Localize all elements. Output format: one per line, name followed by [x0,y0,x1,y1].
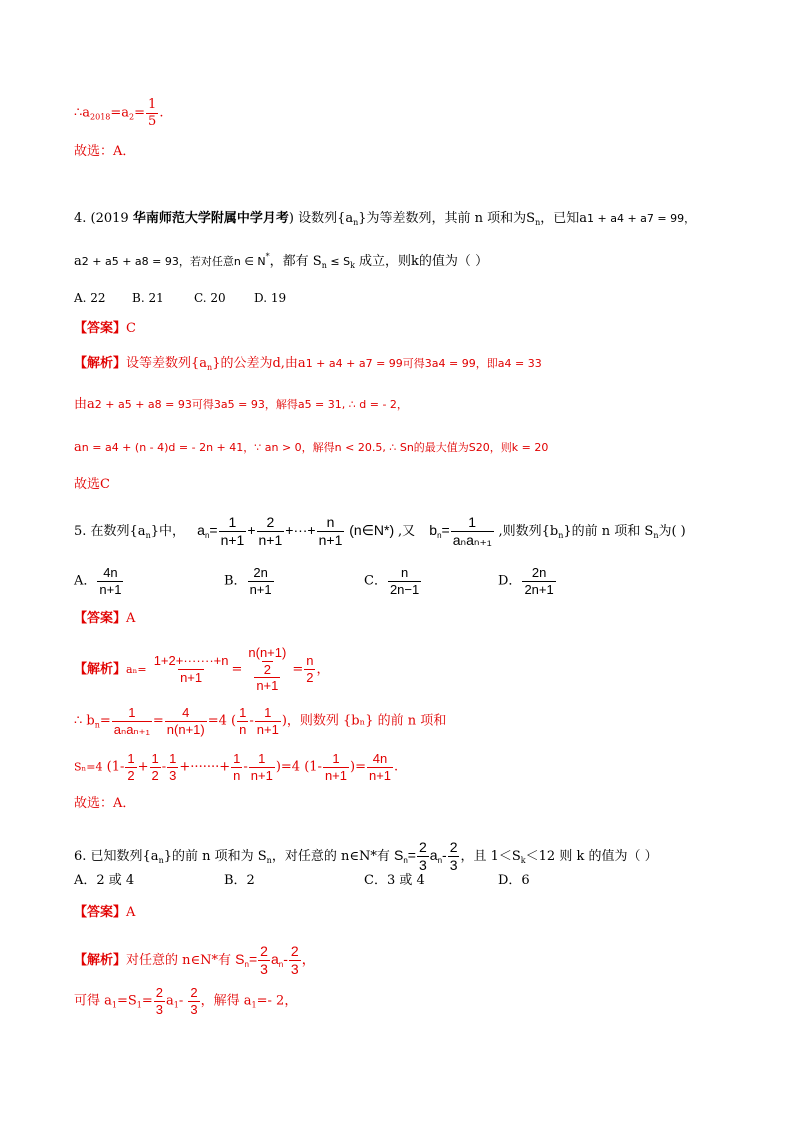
q4-analysis-line2: 由a2 + a5 + a8 = 93可得3a5 = 93，解得a5 = 31, ∴ d = - 2， [74,397,408,412]
q6-sn-formula: $S_n=$ $\frac{2}{3}$ $a_n-$ $\frac{2}{3}$ [393,839,458,873]
q4-analysis-line3: an = a4 + (n - 4)d = - 2n + 41，∵ an > 0，解得n < 20.5, ∴ Sn的最大值为S20，则k = 20 [74,440,549,455]
q4-option-d[interactable]: D. 19 [254,291,287,305]
q6-option-c[interactable]: C．3 或 4 [364,873,425,888]
q5-option-c[interactable]: C． $\frac{n}{2n-1}$ [364,565,420,597]
fraction: $\frac{1}{5}$ [148,97,157,129]
therefore-line: $\therefore a_{2018}=a_2=$ $\frac{1}{5}$ . [74,97,164,129]
q4-options [74,292,286,304]
q5-option-b[interactable]: B． $\frac{2n}{n+1}$ [224,565,272,597]
q4-stem-line1: 4. (2019 华南师范大学附属中学月考) 设数列$\{a_n\}$为等差数列，其前 n 项和为$S_n$，已知a1 + a4 + a7 = 99， [74,211,696,227]
q5-option-d[interactable]: D． $\frac{2n}{2n+1}$ [498,565,554,597]
q6-option-d[interactable]: D．6 [498,873,530,888]
q4-source: 华南师范大学附属中学月考 [132,211,289,226]
q5-option-a[interactable]: A． $\frac{4n}{n+1}$ [74,565,122,597]
q5-analysis-line3: Sₙ=4 (1- $\frac{1}{2}$ + $\frac{1}{2}$ - $\frac{1}{3}$ +·······+ $\frac{1}{n}$ - $\frac{1}{n+1}$ )=4 (1- $\frac{1}{n+1}$ )= $\frac{4n}{n+1}$ . [74,751,399,783]
q5-analysis-line1: 【解析】aₙ= $\frac{1+2+\cdot\cdot\cdot\cdot\cdot\cdot\cdot+n}{n+1}$ = $\frac{\frac{n(n+1)}{2}}{n+1}$ = $\frac{n}{2}$ ， [74,645,330,694]
q6-analysis-line1: 【解析】对任意的 n∈N*有 $S_n=$ $\frac{2}{3}$ $a_n-$ $\frac{2}{3}$ ， [74,943,316,977]
q4-analysis-line1: 【解析】设等差数列$\{a_n\}$的公差为d,由a1 + a4 + a7 = 99可得3a4 = 99，即a4 = 33 [74,356,542,372]
q6-answer: 【答案】A [74,905,136,920]
choose-line: 故选：A． [74,144,136,159]
q4-answer: 【答案】C [74,321,136,336]
q6-option-b[interactable]: B．2 [224,873,255,888]
q6-analysis-sn-formula: $S_n=$ $\frac{2}{3}$ $a_n-$ $\frac{2}{3}$ ， [235,943,316,977]
q4-option-a[interactable]: A. 22 [74,291,106,305]
q6-options [74,874,530,887]
q5-options [74,566,557,596]
q5-stem: 5. 在数列$\{a_n\}$中， $a_n=$ $\frac{1}{n+1}$ + $\frac{2}{n+1}$ +···+ $\frac{n}{n+1}$ (n∈N*) ,又 $b_n=$ $\frac{1}{\text{aₙaₙ₊₁}}$ ,则数列$\{b_n\}$的前 n 项和 $S_n$为( ) [74,514,686,548]
q4-choose: 故选C [74,477,110,492]
q5-bn-formula: $b_n=$ $\frac{1}{\text{aₙaₙ₊₁}}$ [429,514,492,548]
q6-stem: 6. 已知数列$\{a_n\}$的前 n 项和为 $S_n$，对任意的 n∈N*有 $S_n=$ $\frac{2}{3}$ $a_n-$ $\frac{2}{3}$ ，且 $1<S_k<12$ 则 k 的值为（ ） [74,839,658,873]
q4-stem-line2: a2 + a5 + a8 = 93，若对任意n ∈ N*，都有 $S_n \le S_k$ 成立，则k的值为（ ） [74,252,489,270]
q5-answer: 【答案】A [74,611,136,626]
q5-an-formula: $a_n=$ $\frac{1}{n+1}$ + $\frac{2}{n+1}$ +···+ $\frac{n}{n+1}$ (n∈N*) [197,514,395,548]
q5-choose: 故选：A． [74,796,136,811]
q5-analysis-line2: ∴ $b_n=$ $\frac{1}{\text{aₙaₙ₊₁}}$ = $\frac{4}{n(n+1)}$ =4 ( $\frac{1}{n}$ - $\frac{1}{n+1}$ )，则数列 {bₙ} 的前 n 项和 [74,705,447,737]
q6-option-a[interactable]: A．2 或 4 [74,873,135,888]
q6-analysis-line2: 可得 $a_1=S_1=$ $\frac{2}{3}$ $a_1-$ $\frac{2}{3}$ ，解得 $a_1=-$ 2， [74,985,298,1017]
q4-option-b[interactable]: B. 21 [132,291,164,305]
q4-option-c[interactable]: C. 20 [194,291,226,305]
